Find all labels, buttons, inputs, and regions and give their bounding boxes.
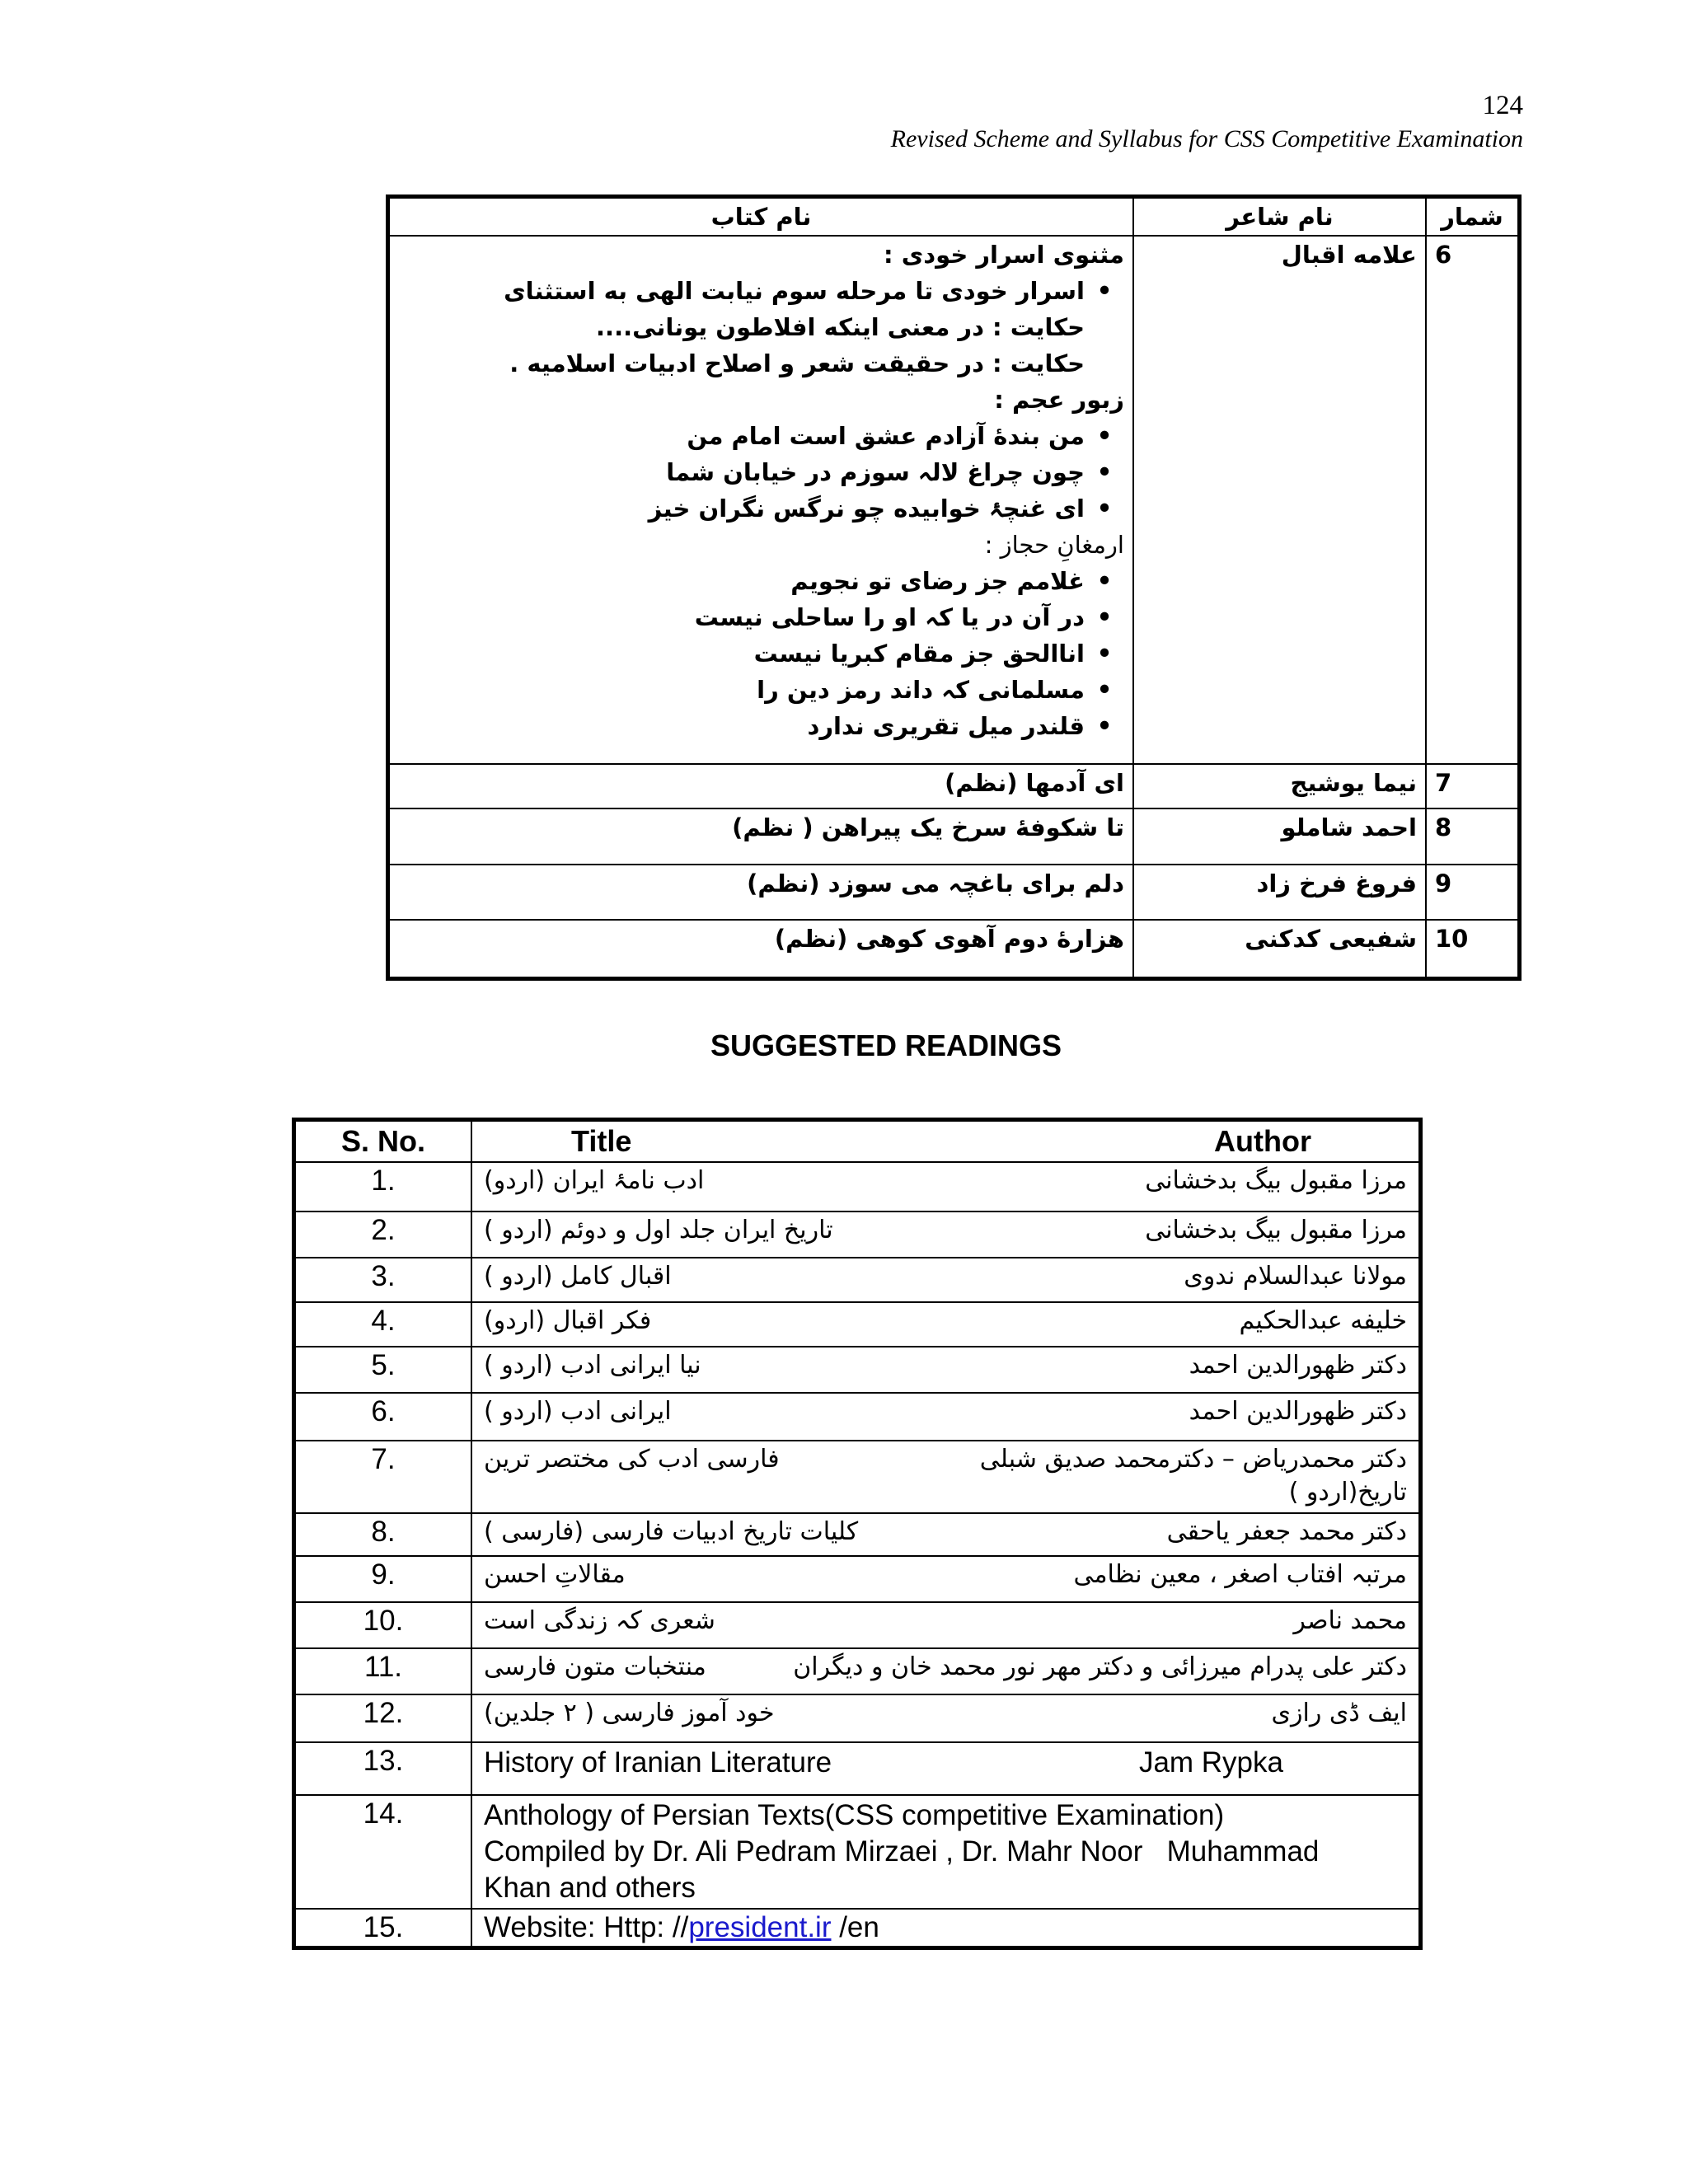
table-row	[389, 808, 1518, 865]
masnavi-heading: مثنوی اسرار خودی :	[884, 241, 1124, 269]
table-row	[295, 1513, 1419, 1556]
book-title: خود آموز فارسی ( ٢ جلدین)	[484, 1699, 775, 1727]
book-title-continued: تاریخ(اردو )	[1288, 1478, 1407, 1507]
list-item: • من بندهٔ آزادم عشق است امام من	[398, 418, 1124, 454]
table-row	[295, 1347, 1419, 1393]
table-row	[295, 1556, 1419, 1602]
book-author: مرزا مقبول بیگ بدخشانی	[1145, 1216, 1407, 1244]
row-number: 10	[1426, 920, 1518, 977]
book-author: مرتبہ افتاب اصغر ، معین نظامی	[1073, 1560, 1407, 1589]
table-row	[389, 764, 1518, 808]
book-title: ادب نامۂ ایران (اردو)	[484, 1166, 705, 1195]
serial-number: 7.	[295, 1441, 471, 1513]
list-item: حکایت : در حقیقت شعر و اصلاح ادبیات اسلامیه .	[509, 349, 1085, 378]
list-item: • مسلمانی کہ داند رمز دین را	[398, 672, 1124, 708]
table-row	[295, 1393, 1419, 1441]
book-list	[389, 236, 1133, 764]
serial-number: 6.	[295, 1393, 471, 1441]
list-item: • اسرار خودی تا مرحله سوم نیابت الهی به استثنای	[398, 273, 1124, 309]
book-title: نیا ایرانی ادب (اردو )	[484, 1351, 701, 1380]
book-compilers-continued: Khan and others	[484, 1872, 696, 1904]
book-author: مرزا مقبول بیگ بدخشانی	[1145, 1166, 1407, 1195]
book-author: خلیفه عبدالحکیم	[1239, 1306, 1407, 1335]
book-author: دکتر ظهورالدین احمد	[1189, 1351, 1407, 1380]
book-title: فارسی ادب کی مختصر ترین	[484, 1445, 780, 1474]
list-item: • در آن در یا کہ او را ساحلی نیست	[398, 599, 1124, 635]
book-title: تاریخ ایران جلد اول و دوئم (اردو )	[484, 1216, 833, 1244]
book-title: ایرانی ادب (اردو )	[484, 1397, 672, 1426]
table-row	[295, 1648, 1419, 1694]
book-author: مولانا عبدالسلام ندوی	[1184, 1262, 1407, 1291]
serial-number: 15.	[295, 1909, 471, 1947]
serial-number: 1.	[295, 1162, 471, 1212]
poetry-syllabus-table	[386, 194, 1522, 981]
poet-name: فروغ فرخ زاد	[1133, 865, 1426, 919]
suggested-readings-table	[292, 1118, 1423, 1950]
book-title: هزارهٔ دوم آهوی کوهی (نظم)	[389, 920, 1133, 977]
website-suffix: /en	[831, 1911, 879, 1943]
list-item: • ای غنچۂ خوابیده چو نرگس نگران خیز	[398, 490, 1124, 527]
serial-number: 8.	[295, 1513, 471, 1556]
row-number: 6	[1426, 236, 1518, 764]
row-number: 7	[1426, 764, 1518, 808]
section-title: SUGGESTED READINGS	[710, 1029, 1062, 1062]
column-header-poet: نام شاعر	[1133, 198, 1426, 236]
poet-name: شفیعی کدکنی	[1133, 920, 1426, 977]
table-row	[295, 1909, 1419, 1947]
book-title: Anthology of Persian Texts(CSS competitive Examination)	[484, 1799, 1225, 1831]
serial-number: 10.	[295, 1602, 471, 1648]
table-row	[295, 1162, 1419, 1212]
serial-number: 12.	[295, 1694, 471, 1742]
poet-name: احمد شاملو	[1133, 808, 1426, 865]
book-author: دکتر محمد جعفر یاحقی	[1166, 1517, 1407, 1546]
book-author: دکتر محمدریاض – دکترمحمد صدیق شبلی	[979, 1445, 1407, 1474]
page-number: 124	[1482, 91, 1523, 120]
row-number: 9	[1426, 865, 1518, 919]
poet-name: علامه اقبال	[1133, 236, 1426, 764]
book-author: ایف ڈی رازی	[1271, 1699, 1407, 1727]
table-row	[389, 865, 1518, 919]
running-header: Revised Scheme and Syllabus for CSS Competitive Examination	[890, 125, 1523, 152]
book-title: دلم برای باغچہ می سوزد (نظم)	[389, 865, 1133, 919]
zabur-heading: زبور عجم :	[994, 386, 1124, 415]
row-number: 8	[1426, 808, 1518, 865]
armaghan-heading: ارمغانِ حجاز :	[984, 531, 1124, 560]
serial-number: 11.	[295, 1648, 471, 1694]
book-author: دکتر ظهورالدین احمد	[1189, 1397, 1407, 1426]
serial-number: 3.	[295, 1258, 471, 1302]
website-link[interactable]: president.ir	[688, 1911, 832, 1943]
table-row	[295, 1302, 1419, 1347]
poet-name: نیما یوشیج	[1133, 764, 1426, 808]
table-row	[295, 1258, 1419, 1302]
list-item: • چون چراغ لالہ سوزم در خیابان شما	[398, 454, 1124, 490]
table-row	[389, 236, 1518, 764]
book-title: شعری کہ زندگی است	[484, 1606, 715, 1635]
list-item: حکایت : در معنی اینکه افلاطون یونانی....	[596, 313, 1085, 342]
book-author: دکتر علی پدرام میرزائی و دکتر مهر نور محمد خان و دیگران	[793, 1652, 1407, 1681]
serial-number: 2.	[295, 1212, 471, 1258]
book-title: منتخبات متون فارسی	[484, 1652, 706, 1681]
table-row	[295, 1212, 1419, 1258]
list-item: • غلامم جز رضای تو نجویم	[398, 563, 1124, 599]
table-row	[295, 1441, 1419, 1513]
column-header-author: Author	[1214, 1124, 1311, 1158]
book-title: اقبال کامل (اردو )	[484, 1262, 672, 1291]
table-row	[295, 1694, 1419, 1742]
serial-number: 9.	[295, 1556, 471, 1602]
book-compilers: Compiled by Dr. Ali Pedram Mirzaei , Dr. Mahr Noor Muhammad	[484, 1835, 1320, 1868]
table-row	[389, 920, 1518, 977]
serial-number: 4.	[295, 1302, 471, 1347]
serial-number: 14.	[295, 1795, 471, 1909]
column-header-number: شمار	[1426, 198, 1518, 236]
column-header-title: Title	[571, 1124, 632, 1158]
book-title: ای آدمها (نظم)	[389, 764, 1133, 808]
table-row	[295, 1602, 1419, 1648]
column-header-sno: S. No.	[295, 1121, 471, 1162]
list-item: • قلندر میل تقریری ندارد	[398, 708, 1124, 744]
list-item: • اناالحق جز مقام کبریا نیست	[398, 635, 1124, 672]
book-title: فکر اقبال (اردو)	[484, 1306, 652, 1335]
website-prefix: Website: Http: //	[484, 1911, 689, 1943]
table-row	[295, 1795, 1419, 1909]
serial-number: 13.	[295, 1742, 471, 1795]
book-title: کلیات تاریخ ادبیات فارسی (فارسی )	[484, 1517, 859, 1546]
book-title: History of Iranian Literature	[484, 1746, 832, 1779]
book-title: تا شکوفهٔ سرخ یک پیراهن ( نظم)	[389, 808, 1133, 865]
book-author: Jam Rypka	[1138, 1746, 1283, 1779]
book-title: مقالاتِ احسن	[484, 1560, 626, 1589]
book-author: محمد ناصر	[1293, 1606, 1407, 1635]
column-header-book: نام کتاب	[389, 198, 1133, 236]
table-row	[295, 1742, 1419, 1795]
serial-number: 5.	[295, 1347, 471, 1393]
